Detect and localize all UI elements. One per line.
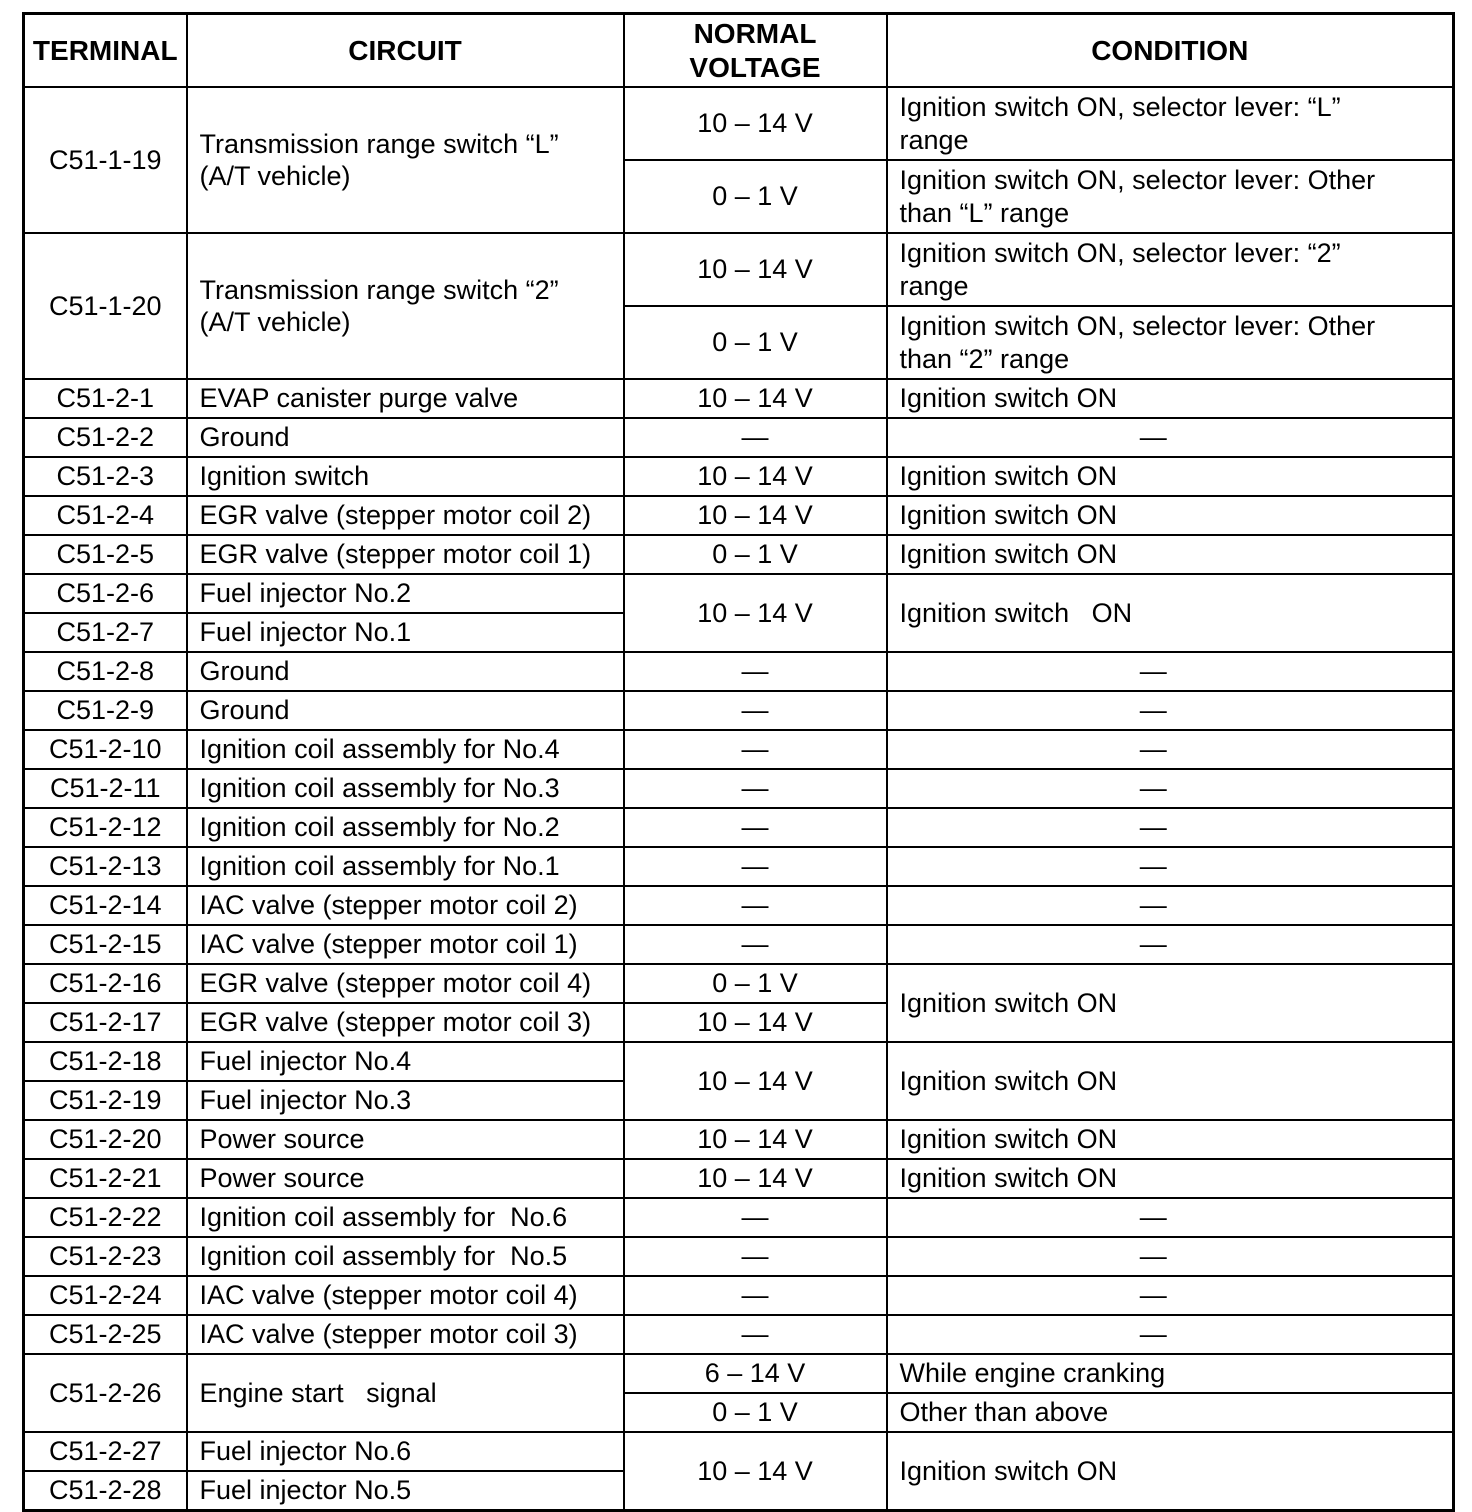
voltage-cell (624, 1198, 887, 1237)
condition-cell (887, 1198, 1454, 1237)
circuit-cell (187, 1120, 624, 1159)
terminal-text: C51-2-28 (48, 1475, 162, 1506)
condition-text: — (1139, 422, 1167, 453)
condition-text: Ignition switch ON (899, 597, 1133, 628)
terminal-text: C51-2-5 (56, 539, 155, 570)
terminal-cell (24, 1471, 187, 1511)
terminal-cell (24, 925, 187, 964)
circuit-text: Engine start signal (199, 1377, 437, 1408)
condition-text: Ignition switch ON (899, 383, 1118, 414)
circuit-cell (187, 964, 624, 1003)
circuit-text: IAC valve (stepper motor coil 1) (199, 929, 578, 960)
terminal-cell (24, 1198, 187, 1237)
table-row (24, 496, 1454, 535)
voltage-text: 10 – 14 V (697, 254, 813, 285)
voltage-cell (624, 160, 887, 233)
terminal-text: C51-2-23 (48, 1241, 162, 1272)
voltage-text: — (741, 851, 769, 882)
circuit-text: Ignition coil assembly for No.1 (199, 851, 560, 882)
terminal-cell (24, 808, 187, 847)
circuit-text: EGR valve (stepper motor coil 1) (199, 539, 592, 570)
voltage-cell (624, 652, 887, 691)
circuit-text: Ground (199, 422, 290, 453)
circuit-text: Fuel injector No.3 (199, 1085, 412, 1116)
voltage-text: — (741, 773, 769, 804)
table-row (24, 1198, 1454, 1237)
voltage-cell (624, 457, 887, 496)
terminal-text: C51-1-19 (48, 144, 162, 175)
condition-text: — (1139, 734, 1167, 765)
table-row (24, 691, 1454, 730)
voltage-cell (624, 730, 887, 769)
circuit-text: Ground (199, 695, 290, 726)
condition-text: Ignition switch ON (899, 1065, 1118, 1096)
voltage-cell (624, 1393, 887, 1432)
circuit-cell (187, 1237, 624, 1276)
terminal-cell (24, 847, 187, 886)
circuit-cell (187, 379, 624, 418)
circuit-text: Ignition coil assembly for No.6 (199, 1202, 568, 1233)
table-row (24, 964, 1454, 1003)
circuit-cell (187, 1471, 624, 1511)
voltage-cell (624, 847, 887, 886)
terminal-cell (24, 886, 187, 925)
circuit-cell (187, 1354, 624, 1432)
terminal-text: C51-2-6 (56, 578, 155, 609)
condition-text: — (1139, 773, 1167, 804)
table-row (24, 379, 1454, 418)
condition-cell (887, 847, 1454, 886)
terminal-text: C51-2-20 (48, 1124, 162, 1155)
circuit-cell (187, 535, 624, 574)
voltage-cell (624, 691, 887, 730)
voltage-text: — (741, 812, 769, 843)
table-row (24, 1432, 1454, 1471)
terminal-cell (24, 1042, 187, 1081)
table-row (24, 1315, 1454, 1354)
voltage-cell (624, 535, 887, 574)
condition-text: — (1139, 656, 1167, 687)
terminal-cell (24, 574, 187, 613)
condition-text: Other than above (899, 1397, 1109, 1428)
voltage-text: — (741, 890, 769, 921)
voltage-cell (624, 87, 887, 160)
table-body (24, 87, 1454, 1511)
voltage-text: — (741, 1280, 769, 1311)
circuit-cell (187, 1042, 624, 1081)
table-row (24, 574, 1454, 613)
terminal-text: C51-2-11 (49, 773, 161, 804)
voltage-text: 10 – 14 V (697, 1124, 813, 1155)
circuit-cell (187, 691, 624, 730)
circuit-cell (187, 769, 624, 808)
voltage-cell (624, 1276, 887, 1315)
circuit-cell (187, 652, 624, 691)
table-row (24, 652, 1454, 691)
condition-cell (887, 1432, 1454, 1511)
terminal-cell (24, 613, 187, 652)
terminal-text: C51-2-18 (48, 1046, 162, 1077)
condition-text: Ignition switch ON (899, 1124, 1118, 1155)
scanned-table-page (22, 12, 1455, 1512)
voltage-text: 0 – 1 V (712, 327, 798, 358)
condition-text: Ignition switch ON (899, 461, 1118, 492)
circuit-cell (187, 87, 624, 233)
terminal-text: C51-2-27 (48, 1436, 162, 1467)
terminal-text: C51-2-1 (56, 383, 155, 414)
circuit-text: Fuel injector No.4 (199, 1046, 412, 1077)
terminal-cell (24, 691, 187, 730)
circuit-cell (187, 1003, 624, 1042)
terminal-text: C51-2-9 (56, 695, 155, 726)
voltage-text: — (741, 422, 769, 453)
terminal-text: C51-2-24 (48, 1280, 162, 1311)
circuit-text: Ignition coil assembly for No.2 (199, 812, 560, 843)
terminal-cell (24, 457, 187, 496)
condition-cell (887, 1159, 1454, 1198)
voltage-cell (624, 1042, 887, 1120)
voltage-text: 0 – 1 V (712, 968, 798, 999)
condition-cell (887, 496, 1454, 535)
voltage-text: — (741, 734, 769, 765)
circuit-text: IAC valve (stepper motor coil 4) (199, 1280, 578, 1311)
condition-text: — (1139, 1280, 1167, 1311)
condition-text: Ignition switch ON (899, 1455, 1118, 1486)
terminal-cell (24, 379, 187, 418)
condition-cell (887, 1393, 1454, 1432)
terminal-text: C51-2-10 (48, 734, 162, 765)
condition-cell (887, 1042, 1454, 1120)
terminal-text: C51-2-7 (56, 617, 155, 648)
table-row (24, 418, 1454, 457)
condition-text: Ignition switch ON, selector lever: Other than “L” range (899, 165, 1383, 228)
circuit-text: Fuel injector No.5 (199, 1475, 412, 1506)
terminal-cell (24, 1315, 187, 1354)
voltage-text: — (741, 1319, 769, 1350)
voltage-text: 0 – 1 V (712, 1397, 798, 1428)
condition-cell (887, 87, 1454, 160)
table-row (24, 925, 1454, 964)
circuit-cell (187, 1432, 624, 1471)
circuit-cell (187, 730, 624, 769)
voltage-cell (624, 964, 887, 1003)
terminal-cell (24, 769, 187, 808)
voltage-text: — (741, 1202, 769, 1233)
table-row (24, 730, 1454, 769)
voltage-cell (624, 233, 887, 306)
voltage-text: 10 – 14 V (697, 1065, 813, 1096)
condition-text: Ignition switch ON, selector lever: “2” range (899, 238, 1349, 301)
table-row (24, 1354, 1454, 1393)
circuit-text: Power source (199, 1163, 365, 1194)
voltage-cell (624, 769, 887, 808)
condition-cell (887, 574, 1454, 652)
terminal-cell (24, 1081, 187, 1120)
terminal-text: C51-2-22 (48, 1202, 162, 1233)
condition-cell (887, 925, 1454, 964)
condition-text: — (1139, 1319, 1167, 1350)
condition-text: While engine cranking (899, 1358, 1166, 1389)
condition-cell (887, 1354, 1454, 1393)
circuit-text: Ground (199, 656, 290, 687)
condition-text: — (1139, 851, 1167, 882)
terminal-text: C51-2-25 (48, 1319, 162, 1350)
voltage-text: 0 – 1 V (712, 539, 798, 570)
circuit-text: IAC valve (stepper motor coil 2) (199, 890, 578, 921)
circuit-cell (187, 1159, 624, 1198)
terminal-text: C51-2-8 (56, 656, 155, 687)
voltage-cell (624, 379, 887, 418)
voltage-text: 10 – 14 V (697, 383, 813, 414)
terminal-cell (24, 535, 187, 574)
table-row (24, 847, 1454, 886)
table-row (24, 808, 1454, 847)
condition-cell (887, 1120, 1454, 1159)
terminal-cell (24, 1003, 187, 1042)
circuit-text: Ignition switch (199, 461, 370, 492)
table-row (24, 457, 1454, 496)
circuit-cell (187, 1276, 624, 1315)
voltage-text: 10 – 14 V (697, 461, 813, 492)
condition-text: Ignition switch ON, selector lever: “L” range (899, 92, 1349, 155)
table-row (24, 1276, 1454, 1315)
terminal-text: C51-2-17 (48, 1007, 162, 1038)
voltage-text: 10 – 14 V (697, 500, 813, 531)
terminal-cell (24, 652, 187, 691)
terminal-cell (24, 1120, 187, 1159)
circuit-text: Ignition coil assembly for No.4 (199, 734, 560, 765)
condition-cell (887, 379, 1454, 418)
voltage-text: — (741, 1241, 769, 1272)
terminal-text: C51-2-21 (48, 1163, 162, 1194)
table-row (24, 1237, 1454, 1276)
circuit-cell (187, 613, 624, 652)
terminal-text: C51-2-14 (48, 890, 162, 921)
condition-cell (887, 233, 1454, 306)
terminal-voltage-table (22, 12, 1455, 1512)
condition-cell (887, 886, 1454, 925)
condition-cell (887, 1315, 1454, 1354)
circuit-cell (187, 496, 624, 535)
voltage-cell (624, 1315, 887, 1354)
table-row (24, 1042, 1454, 1081)
condition-text: — (1139, 1202, 1167, 1233)
voltage-text: 0 – 1 V (712, 181, 798, 212)
voltage-text: 10 – 14 V (697, 597, 813, 628)
terminal-text: C51-2-12 (48, 812, 162, 843)
circuit-cell (187, 1315, 624, 1354)
voltage-cell (624, 925, 887, 964)
circuit-text: EGR valve (stepper motor coil 4) (199, 968, 592, 999)
column-header-normal-voltage: NORMAL VOLTAGE (624, 14, 887, 88)
voltage-cell (624, 1120, 887, 1159)
table-row (24, 886, 1454, 925)
terminal-text: C51-2-26 (48, 1377, 162, 1408)
terminal-text: C51-2-3 (56, 461, 155, 492)
terminal-cell (24, 233, 187, 379)
terminal-cell (24, 418, 187, 457)
circuit-text: EVAP canister purge valve (199, 383, 519, 414)
table-row (24, 1159, 1454, 1198)
voltage-cell (624, 1432, 887, 1511)
voltage-text: — (741, 656, 769, 687)
voltage-cell (624, 574, 887, 652)
column-header-circuit: CIRCUIT (187, 14, 624, 88)
voltage-cell (624, 886, 887, 925)
condition-text: — (1139, 812, 1167, 843)
table-row (24, 87, 1454, 160)
condition-cell (887, 808, 1454, 847)
table-row (24, 769, 1454, 808)
condition-text: — (1139, 695, 1167, 726)
circuit-text: EGR valve (stepper motor coil 2) (199, 500, 592, 531)
voltage-cell (624, 1237, 887, 1276)
condition-cell (887, 160, 1454, 233)
terminal-text: C51-2-2 (56, 422, 155, 453)
condition-text: Ignition switch ON, selector lever: Other than “2” range (899, 311, 1383, 374)
terminal-text: C51-2-19 (48, 1085, 162, 1116)
voltage-text: 6 – 14 V (704, 1358, 806, 1389)
condition-cell (887, 769, 1454, 808)
circuit-cell (187, 457, 624, 496)
condition-cell (887, 691, 1454, 730)
table-header (24, 14, 1454, 88)
condition-cell (887, 730, 1454, 769)
terminal-cell (24, 496, 187, 535)
circuit-cell (187, 574, 624, 613)
condition-cell (887, 964, 1454, 1042)
condition-cell (887, 1237, 1454, 1276)
circuit-text: IAC valve (stepper motor coil 3) (199, 1319, 578, 1350)
condition-text: — (1139, 1241, 1167, 1272)
terminal-cell (24, 1159, 187, 1198)
column-header-condition: CONDITION (887, 14, 1454, 88)
circuit-cell (187, 847, 624, 886)
table-row (24, 535, 1454, 574)
header-row (24, 14, 1454, 88)
condition-text: Ignition switch ON (899, 1163, 1118, 1194)
voltage-cell (624, 418, 887, 457)
column-header-terminal: TERMINAL (24, 14, 187, 88)
condition-text: Ignition switch ON (899, 987, 1118, 1018)
condition-text: — (1139, 890, 1167, 921)
circuit-cell (187, 418, 624, 457)
terminal-cell (24, 1432, 187, 1471)
condition-cell (887, 535, 1454, 574)
condition-cell (887, 457, 1454, 496)
circuit-text: Fuel injector No.6 (199, 1436, 412, 1467)
circuit-cell (187, 808, 624, 847)
circuit-text: Transmission range switch “2” (A/T vehicle) (199, 274, 567, 338)
voltage-cell (624, 496, 887, 535)
condition-text: — (1139, 929, 1167, 960)
circuit-text: Transmission range switch “L” (A/T vehicle) (199, 128, 567, 192)
condition-cell (887, 306, 1454, 379)
condition-text: Ignition switch ON (899, 539, 1118, 570)
voltage-text: 10 – 14 V (697, 1163, 813, 1194)
circuit-text: Power source (199, 1124, 365, 1155)
circuit-cell (187, 1081, 624, 1120)
condition-cell (887, 418, 1454, 457)
terminal-cell (24, 730, 187, 769)
terminal-text: C51-2-4 (56, 500, 155, 531)
voltage-text: — (741, 695, 769, 726)
condition-text: Ignition switch ON (899, 500, 1118, 531)
terminal-cell (24, 1237, 187, 1276)
terminal-cell (24, 1276, 187, 1315)
circuit-text: EGR valve (stepper motor coil 3) (199, 1007, 592, 1038)
circuit-cell (187, 1198, 624, 1237)
terminal-cell (24, 87, 187, 233)
voltage-cell (624, 808, 887, 847)
voltage-cell (624, 1159, 887, 1198)
circuit-cell (187, 925, 624, 964)
voltage-text: 10 – 14 V (697, 1007, 813, 1038)
terminal-text: C51-1-20 (48, 290, 162, 321)
condition-cell (887, 1276, 1454, 1315)
voltage-text: — (741, 929, 769, 960)
circuit-cell (187, 886, 624, 925)
table-row (24, 233, 1454, 306)
terminal-cell (24, 1354, 187, 1432)
circuit-text: Fuel injector No.2 (199, 578, 412, 609)
circuit-text: Fuel injector No.1 (199, 617, 412, 648)
condition-cell (887, 652, 1454, 691)
terminal-text: C51-2-16 (48, 968, 162, 999)
circuit-text: Ignition coil assembly for No.3 (199, 773, 560, 804)
voltage-cell (624, 306, 887, 379)
terminal-text: C51-2-13 (48, 851, 162, 882)
circuit-text: Ignition coil assembly for No.5 (199, 1241, 568, 1272)
voltage-text: 10 – 14 V (697, 108, 813, 139)
terminal-text: C51-2-15 (48, 929, 162, 960)
terminal-cell (24, 964, 187, 1003)
table-row (24, 1120, 1454, 1159)
voltage-text: 10 – 14 V (697, 1455, 813, 1486)
circuit-cell (187, 233, 624, 379)
voltage-cell (624, 1354, 887, 1393)
voltage-cell (624, 1003, 887, 1042)
